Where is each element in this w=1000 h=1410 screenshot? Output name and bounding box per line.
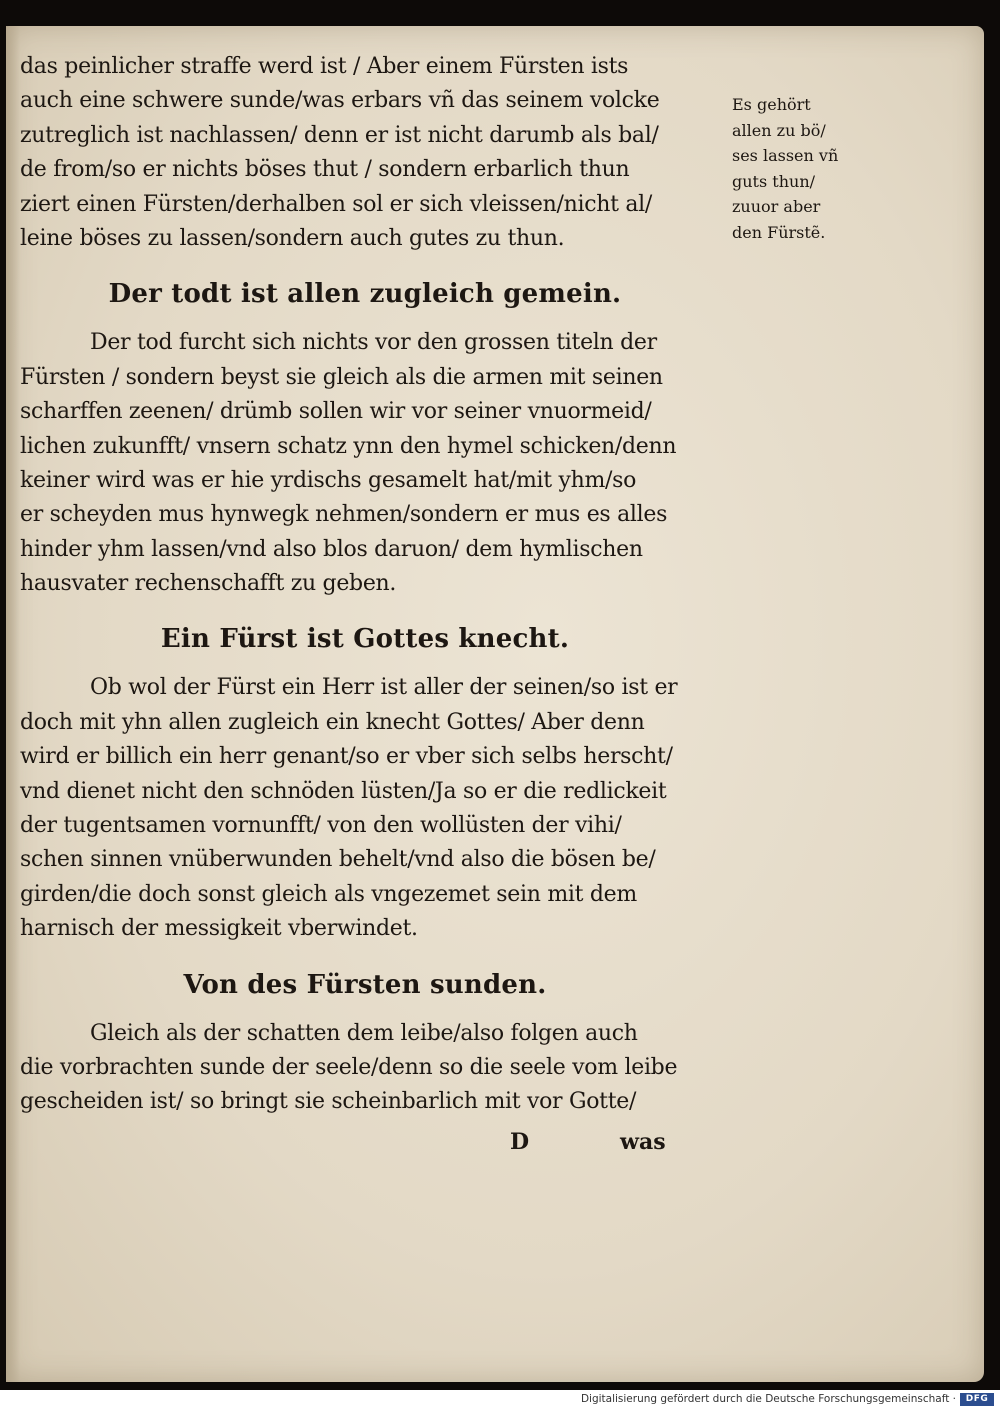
marginal-line: guts thun/ [732,171,816,191]
signature-mark: D [510,1129,530,1155]
text-line: wird er billich ein herr genant/so er vber sich selbs herscht/ [20,744,673,770]
text-line: Gleich als der schatten dem leibe/also folgen auch [90,1020,638,1046]
marginal-line: ses lassen vñ [732,146,839,165]
marginal-line: zuuor aber [732,197,821,216]
paragraph-1 [20,50,710,256]
marginal-line: allen zu bö/ [732,120,826,140]
text-line: die vorbrachten sunde der seele/denn so die seele vom leibe [20,1054,678,1080]
text-line: Ob wol der Fürst ein Herr ist aller der seinen/so ist er [90,675,678,701]
text-line: zutreglich ist nachlassen/ denn er ist nicht darumb als bal/ [20,122,659,148]
text-line: de from/so er nichts böses thut / sondern erbarlich thun [20,157,630,183]
text-line: keiner wird was er hie yrdischs gesamelt hat/mit yhm/so [20,467,637,493]
text-line: der tugentsamen vornunfft/ von den wollüsten der vihi/ [20,813,622,839]
text-line: gescheiden ist/ so bringt sie scheinbarlich mit vor Gotte/ [20,1089,637,1115]
digitization-footer [0,1390,1000,1410]
text-line: hausvater rechenschafft zu geben. [20,571,397,597]
text-line: lichen zukunfft/ vnsern schatz ynn den hymel schicken/denn [20,433,677,459]
section-heading: Ein Fürst ist Gottes knecht. [160,624,570,655]
text-line: harnisch der messigkeit vberwindet. [20,916,418,942]
text-line: schen sinnen vnüberwunden behelt/vnd also die bösen be/ [20,847,656,873]
text-line: girden/die doch sonst gleich als vngezemet sein mit dem [20,881,637,907]
catchword: was [620,1129,666,1155]
text-line: vnd dienet nicht den schnöden lüsten/Ja so er die redlickeit [20,778,667,804]
main-text-block [20,50,710,1120]
text-line: doch mit yhn allen zugleich ein knecht Gottes/ Aber denn [20,709,645,735]
text-line: ziert einen Fürsten/derhalben sol er sich vleissen/nicht al/ [20,191,652,217]
text-line: das peinlicher straffe werd ist / Aber einem Fürsten ists [20,54,629,79]
marginal-note [732,92,852,245]
text-line: hinder yhm lassen/vnd also blos daruon/ dem hymlischen [20,536,643,562]
text-line: er scheyden mus hynwegk nehmen/sondern er mus es alles [20,502,668,528]
marginal-line: Es gehört [732,95,811,114]
text-line: leine böses zu lassen/sondern auch gutes zu thun. [20,225,565,251]
section-heading: Von des Fürsten sunden. [183,969,547,1000]
text-line: auch eine schwere sunde/was erbars vñ das seinem volcke [20,88,660,114]
paragraph-3 [20,671,710,946]
dfg-logo: DFG [960,1393,994,1406]
paragraph-4 [20,1017,710,1120]
funding-credit: Digitalisierung gefördert durch die Deutsche Forschungsgemeinschaft · [580,1393,956,1405]
section-heading: Der todt ist allen zugleich gemein. [108,279,622,310]
marginal-line: den Fürstẽ. [732,222,826,242]
page-gutter-shadow [6,26,20,1382]
paragraph-2 [20,326,710,601]
text-line: scharffen zeenen/ drümb sollen wir vor seiner vnuormeid/ [20,399,652,425]
text-line: Der tod furcht sich nichts vor den grossen titeln der [90,330,657,356]
text-line: Fürsten / sondern beyst sie gleich als die armen mit seinen [20,364,663,390]
